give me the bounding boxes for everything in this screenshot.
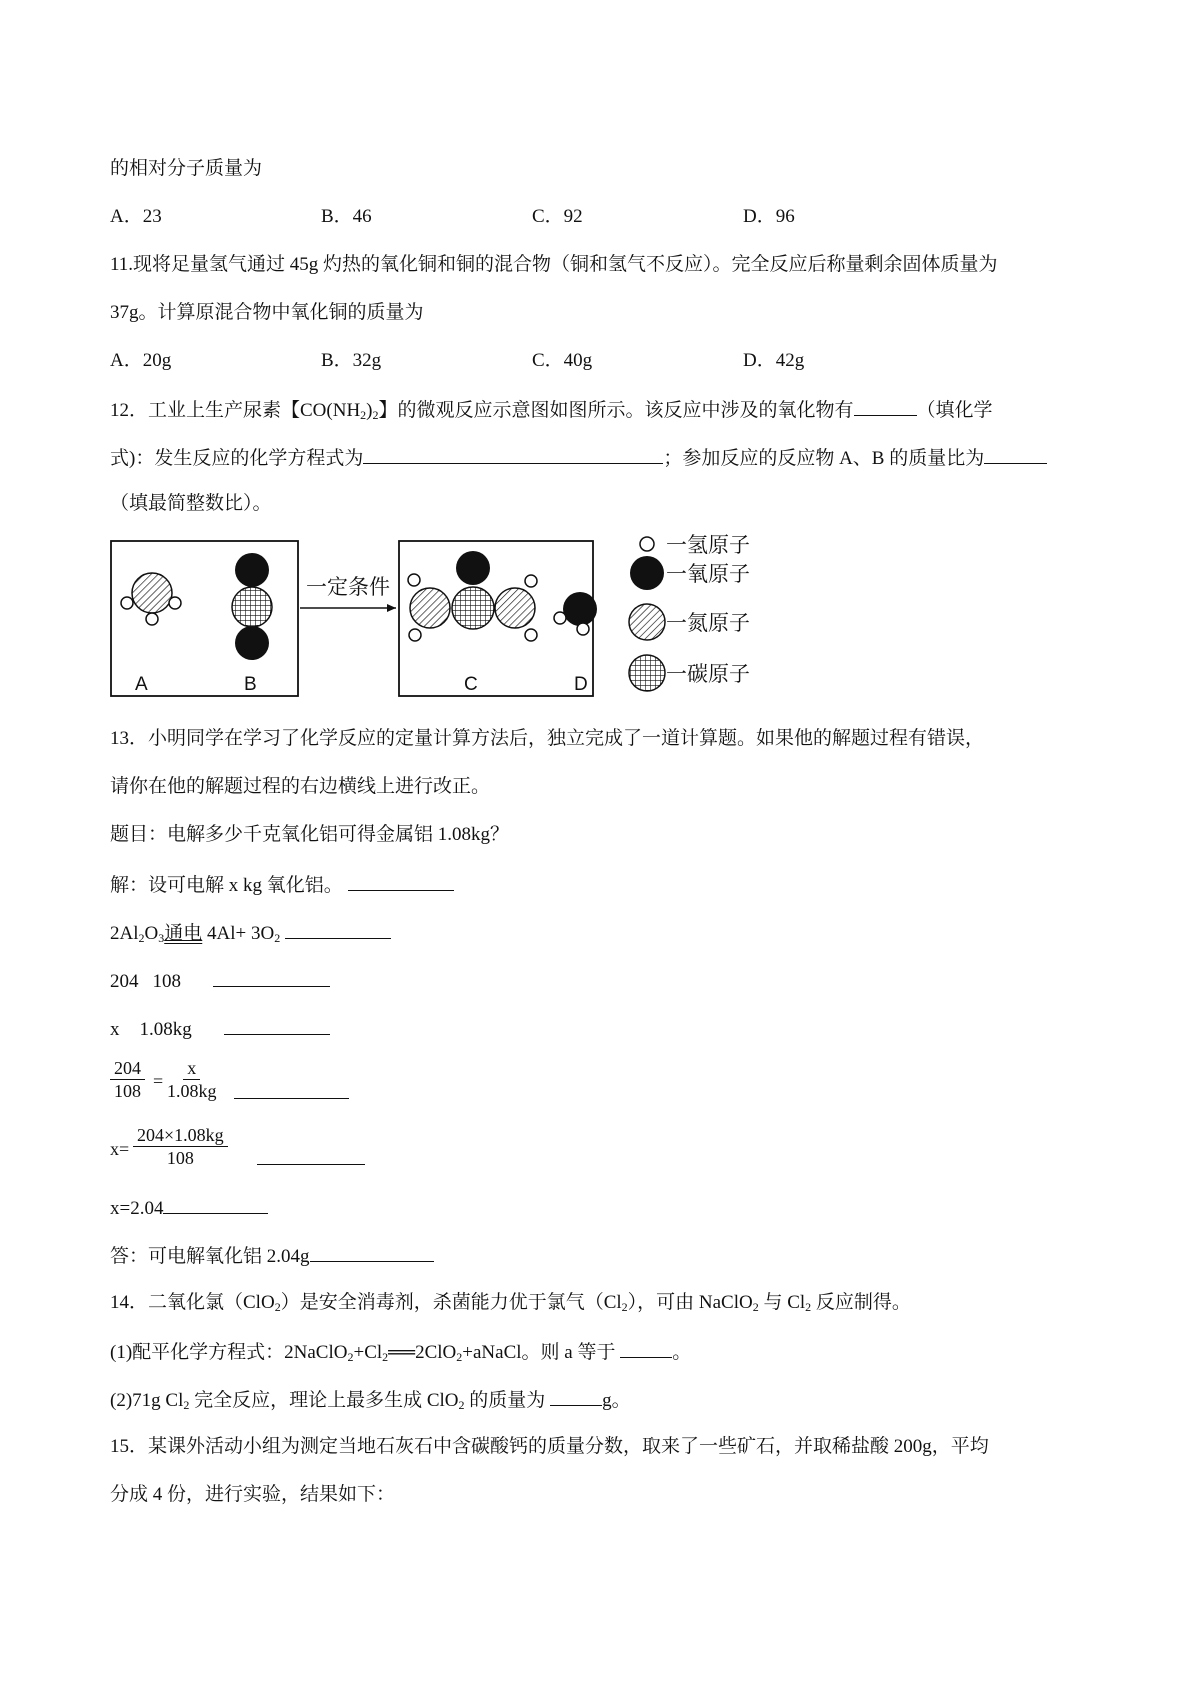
correction-blank-4[interactable] <box>224 1016 330 1035</box>
q12-line-2: 式)：发生反应的化学方程式为 ；参加反应的反应物 A、B 的质量比为 <box>110 445 1047 471</box>
arrow-condition-label: 一定条件 <box>306 575 390 599</box>
q12-line-3: （填最简整数比）。 <box>110 493 272 514</box>
legend-hydrogen: 一氢原子 <box>666 533 750 557</box>
reaction-diagram <box>110 530 790 698</box>
q13-step-result: x=2.04 <box>110 1195 268 1221</box>
q13-step-known: x 1.08kg <box>110 1016 330 1042</box>
equals-sign: = <box>153 1071 164 1091</box>
reaction-condition: 通电 <box>164 923 203 944</box>
q13-step-ratio: 204 108 <box>110 968 330 994</box>
hydrogen-atom-icon <box>640 537 654 551</box>
molecule-a <box>121 573 181 625</box>
fraction-computation: $\frac{204\times 1.08kg}{108}$ <box>133 1124 228 1169</box>
q11-option-d: D．42g <box>743 350 805 371</box>
q11-option-a: A．20g <box>110 350 172 371</box>
reactants-box <box>111 541 298 696</box>
correction-blank-2[interactable] <box>285 920 391 939</box>
molecule-d <box>554 592 597 635</box>
carbon-atom-icon <box>629 655 665 691</box>
label-c: C <box>464 674 478 695</box>
q13-step-answer: 答：可电解氧化铝 2.04g <box>110 1243 434 1269</box>
q12-line-1: 12．工业上生产尿素【$CO(NH_2)_2$】的微观反应示意图如图所示。该反应中涉及的氧化物有 （填化学 <box>110 397 993 423</box>
answer-blank-clo2-mass[interactable] <box>550 1387 602 1406</box>
correction-blank-8[interactable] <box>310 1243 434 1262</box>
label-d: D <box>574 674 588 695</box>
q14-line-1: 14．二氧化氯（ClO$_2$）是安全消毒剂，杀菌能力优于氯气$(Cl_2)$，可由 NaClO$_2$ 与 $Cl_2$ 反应制得。 <box>110 1292 911 1314</box>
q14-part-2: (2)71g $Cl_2$ 完全反应，理论上最多生成 ClO$_2$ 的质量为 g。 <box>110 1387 631 1413</box>
legend-oxygen: 一氧原子 <box>666 562 750 586</box>
q10-option-a: A．23 <box>110 206 162 227</box>
q11-option-c: C．40g <box>532 350 593 371</box>
q10-stem-end: 的相对分子质量为 <box>110 158 263 179</box>
label-a: A <box>135 674 148 695</box>
correction-blank-1[interactable] <box>348 872 454 891</box>
q11-line-2: 37g。计算原混合物中氧化铜的质量为 <box>110 302 424 323</box>
correction-blank-5[interactable] <box>234 1080 349 1099</box>
correction-blank-6[interactable] <box>257 1146 365 1165</box>
q13-step-equation: $2Al_2O_3$通电 $4Al+ 3O_2$ <box>110 920 391 946</box>
x-equals: x= <box>110 1139 130 1159</box>
correction-blank-7[interactable] <box>163 1195 268 1214</box>
answer-blank-mass-ratio[interactable] <box>984 445 1047 464</box>
q10-option-d: D．96 <box>743 206 795 227</box>
label-b: B <box>244 674 257 695</box>
q13-line-2: 请你在他的解题过程的右边横线上进行改正。 <box>110 776 491 797</box>
oxygen-atom-icon <box>630 556 664 590</box>
q13-problem: 题目：电解多少千克氧化铝可得金属铝 1.08kg？ <box>110 824 510 845</box>
fraction-204-108: $\frac{204}{108}$ <box>110 1057 145 1102</box>
answer-blank-oxides[interactable] <box>854 397 917 416</box>
correction-blank-3[interactable] <box>213 968 330 987</box>
q11-option-b: B．32g <box>321 350 382 371</box>
q13-line-1: 13．小明同学在学习了化学反应的定量计算方法后，独立完成了一道计算题。如果他的解题过程有错误， <box>110 728 985 749</box>
molecule-c <box>408 551 537 641</box>
q14-part-1: (1)配平化学方程式：$2NaClO_2+Cl_2══2ClO_2+aNaCl$。则 a 等于 。 <box>110 1339 691 1365</box>
q11-line-1: 11.现将足量氢气通过 45g 灼热的氧化铜和铜的混合物（铜和氢气不反应）。完全反应后称量剩余固体质量为 <box>110 254 998 275</box>
nitrogen-atom-icon <box>629 604 665 640</box>
answer-blank-equation[interactable] <box>363 445 663 464</box>
answer-blank-coefficient-a[interactable] <box>620 1339 672 1358</box>
q15-line-1: 15．某课外活动小组为测定当地石灰石中含碳酸钙的质量分数，取来了一些矿石，并取稀盐酸 200g，平均 <box>110 1436 989 1457</box>
q15-line-2: 分成 4 份，进行实验，结果如下： <box>110 1484 396 1505</box>
fraction-x-1-08kg: $\frac{x}{1.08kg}$ <box>167 1058 217 1101</box>
legend-nitrogen: 一氮原子 <box>666 611 750 635</box>
molecule-b <box>232 553 272 660</box>
q10-option-c: C．92 <box>532 206 583 227</box>
atom-legend <box>629 533 750 691</box>
q13-step-set: 解：设可电解 x kg 氧化铝。 <box>110 872 454 898</box>
legend-carbon: 一碳原子 <box>666 662 750 686</box>
q10-option-b: B．46 <box>321 206 372 227</box>
